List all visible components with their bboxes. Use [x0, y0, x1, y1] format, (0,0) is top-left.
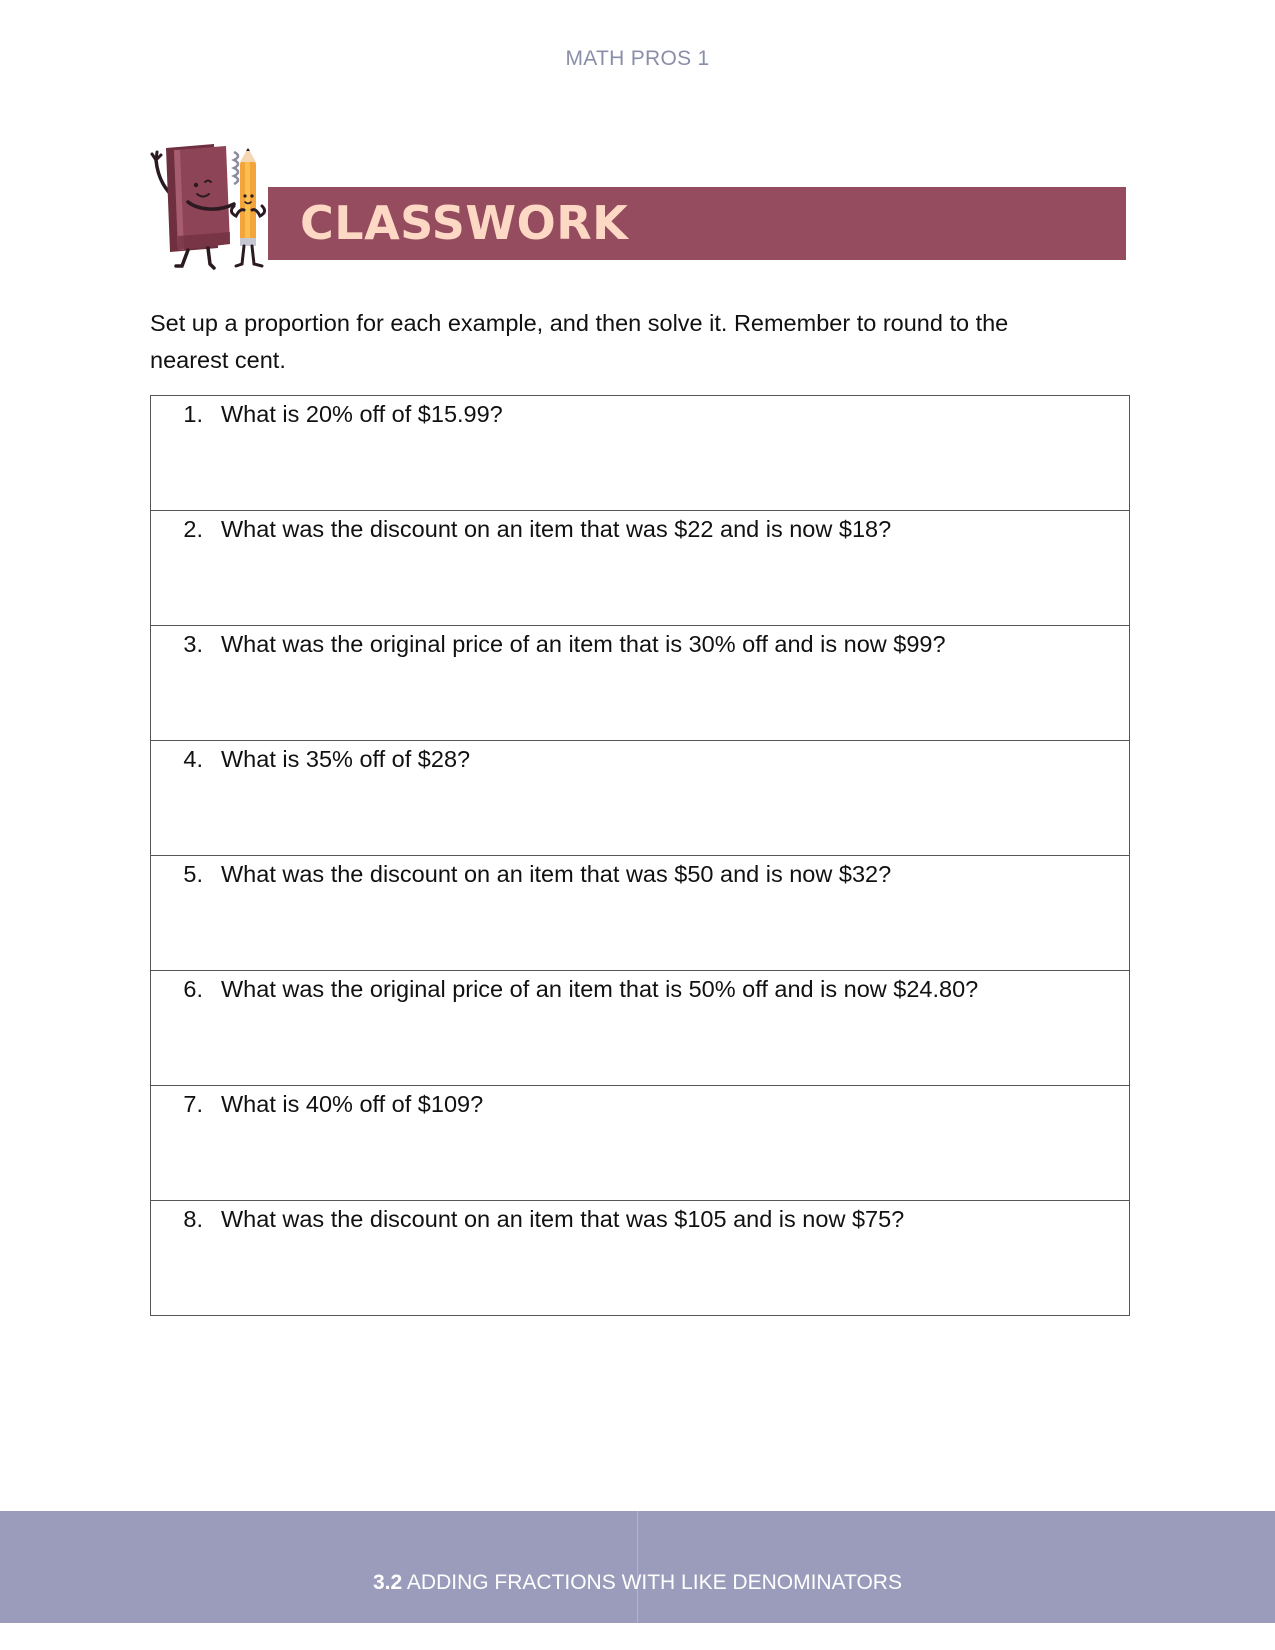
- problem-text: What was the original price of an item that is 30% off and is now $99?: [221, 631, 946, 657]
- banner-title: CLASSWORK: [300, 196, 629, 250]
- problem-number: 3.: [183, 631, 203, 657]
- table-row: [151, 396, 1130, 511]
- table-row: [151, 971, 1130, 1086]
- table-row: [151, 1201, 1130, 1316]
- table-row: [151, 856, 1130, 971]
- answer-box[interactable]: [151, 626, 1130, 741]
- problem-text: What is 35% off of $28?: [221, 746, 471, 772]
- answer-box[interactable]: [151, 1086, 1130, 1201]
- table-row: [151, 741, 1130, 856]
- answer-box[interactable]: [151, 511, 1130, 626]
- problem-text: What was the discount on an item that was $50 and is now $32?: [221, 861, 892, 887]
- problem-number: 4.: [183, 746, 203, 772]
- footer-divider: [637, 1511, 638, 1623]
- table-row: [151, 511, 1130, 626]
- footer-section-number: 3.2: [373, 1571, 403, 1594]
- footer-section-label: [0, 1571, 1275, 1595]
- answer-box[interactable]: [151, 1201, 1130, 1316]
- problem-number: 6.: [183, 976, 203, 1002]
- answer-box[interactable]: [151, 741, 1130, 856]
- problem-number: 1.: [183, 401, 203, 427]
- problem-text: What was the discount on an item that was $105 and is now $75?: [221, 1206, 905, 1232]
- problem-number: 5.: [183, 861, 203, 887]
- problem-text: What is 40% off of $109?: [221, 1091, 484, 1117]
- page-footer: [0, 1511, 1275, 1623]
- problem-number: 7.: [183, 1091, 203, 1117]
- instructions: Set up a proportion for each example, and then solve it. Remember to round to the nearest cent.: [150, 310, 1009, 373]
- problem-text: What was the original price of an item that is 50% off and is now $24.80?: [221, 976, 979, 1002]
- mascot-illustration: [148, 140, 288, 285]
- pencil-character-icon: [231, 148, 264, 266]
- problems-table: [150, 395, 1130, 1316]
- problem-text: What is 20% off of $15.99?: [221, 401, 503, 427]
- problem-text: What was the discount on an item that was $22 and is now $18?: [221, 516, 892, 542]
- answer-box[interactable]: [151, 971, 1130, 1086]
- answer-box[interactable]: [151, 396, 1130, 511]
- running-header: MATH PROS 1: [565, 47, 710, 70]
- problem-number: 2.: [183, 516, 203, 542]
- table-row: [151, 1086, 1130, 1201]
- table-row: [151, 626, 1130, 741]
- answer-box[interactable]: [151, 856, 1130, 971]
- notebook-character-icon: [152, 144, 234, 268]
- footer-section-title: ADDING FRACTIONS WITH LIKE DENOMINATORS: [406, 1571, 902, 1594]
- problem-number: 8.: [183, 1206, 203, 1232]
- classwork-banner: [148, 140, 1128, 285]
